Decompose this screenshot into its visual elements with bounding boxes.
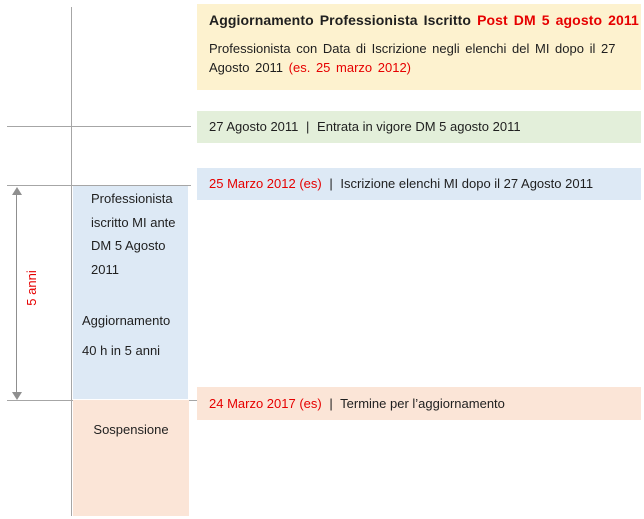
separator: | bbox=[329, 396, 333, 411]
professional-period-text: Professionista iscritto MI ante DM 5 Agosto 2011 bbox=[91, 191, 176, 277]
header-title bbox=[209, 12, 639, 28]
event-row-iscrizione bbox=[197, 168, 641, 200]
event-date: 25 Marzo 2012 (es) bbox=[209, 176, 322, 191]
arrow-down-icon bbox=[12, 392, 22, 400]
separator: | bbox=[329, 176, 333, 191]
header-description-black: Professionista con Data di Iscrizione negli elenchi del MI dopo il 27 Agosto 2011 bbox=[209, 41, 616, 75]
event-row-termine bbox=[197, 387, 641, 420]
arrow-up-icon bbox=[12, 187, 22, 195]
header-description-red: (es. 25 marzo 2012) bbox=[288, 60, 412, 75]
event-label: Entrata in vigore DM 5 agosto 2011 bbox=[317, 119, 521, 134]
event-date: 24 Marzo 2017 (es) bbox=[209, 396, 322, 411]
event-date: 27 Agosto 2011 bbox=[209, 119, 299, 134]
header-description bbox=[209, 39, 629, 77]
update-requirement-text: Aggiornamento bbox=[82, 313, 171, 328]
hours-requirement-text: 40 h in 5 anni bbox=[82, 343, 161, 358]
header-box bbox=[197, 4, 641, 90]
period-label: 5 anni bbox=[24, 270, 39, 306]
header-title-black: Aggiornamento Professionista Iscritto bbox=[209, 12, 472, 28]
timeline-axis-line bbox=[71, 7, 72, 516]
professional-period-box bbox=[73, 186, 188, 399]
event-row-entrata bbox=[197, 111, 641, 143]
header-title-red: Post DM 5 agosto 2011 bbox=[477, 12, 639, 28]
event-label: Iscrizione elenchi MI dopo il 27 Agosto 2011 bbox=[340, 176, 594, 191]
connector-line-entrata bbox=[7, 126, 191, 127]
suspension-label: Sospensione bbox=[93, 422, 169, 437]
five-year-span-arrow bbox=[16, 193, 17, 395]
separator: | bbox=[306, 119, 310, 134]
suspension-box bbox=[73, 400, 189, 516]
event-label: Termine per l’aggiornamento bbox=[340, 396, 505, 411]
